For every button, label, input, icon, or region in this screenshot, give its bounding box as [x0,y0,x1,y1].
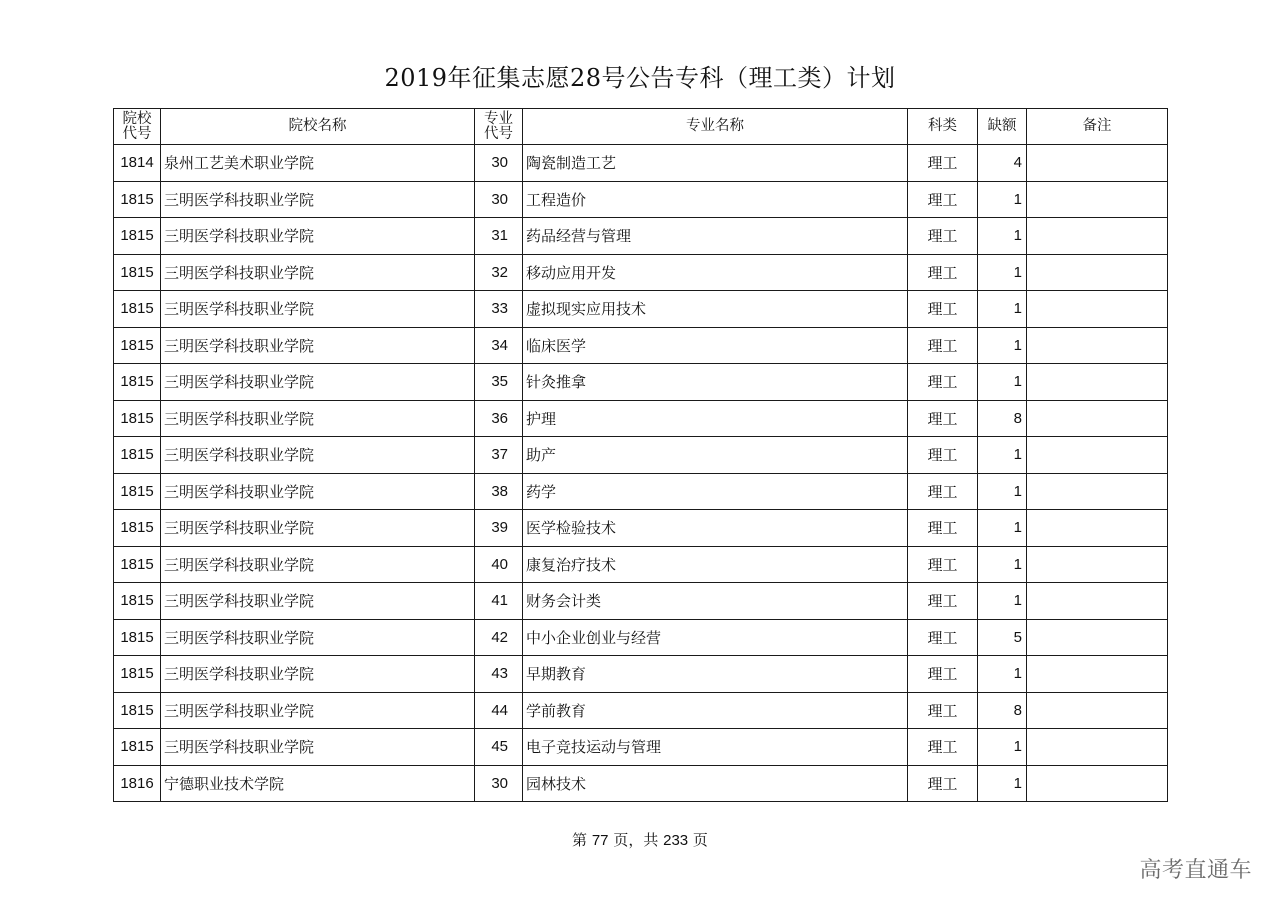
cell-major-name: 工程造价 [523,181,908,218]
cell-school-code: 1815 [114,729,161,766]
cell-major-code: 44 [475,692,523,729]
footer-current-page: 77 [591,832,609,849]
cell-major-name: 助产 [523,437,908,474]
header-row [114,109,1168,145]
cell-vacancy: 1 [978,437,1027,474]
cell-school-name: 三明医学科技职业学院 [161,327,475,364]
cell-vacancy: 1 [978,583,1027,620]
cell-major-code: 37 [475,437,523,474]
header-major-name: 专业名称 [523,109,908,145]
header-category: 科类 [908,109,978,145]
table-row [114,254,1168,291]
cell-school-name: 三明医学科技职业学院 [161,729,475,766]
table-row [114,400,1168,437]
cell-school-code: 1815 [114,291,161,328]
table-row [114,437,1168,474]
cell-remarks [1027,145,1168,182]
header-school-code [114,109,161,145]
cell-school-code: 1815 [114,473,161,510]
cell-category: 理工 [908,656,978,693]
cell-school-code: 1815 [114,254,161,291]
footer-page-middle: 页，共 [613,831,659,849]
header-school-name: 院校名称 [161,109,475,145]
cell-category: 理工 [908,364,978,401]
cell-category: 理工 [908,400,978,437]
cell-remarks [1027,729,1168,766]
cell-vacancy: 4 [978,145,1027,182]
header-remarks: 备注 [1027,109,1168,145]
cell-remarks [1027,583,1168,620]
cell-category: 理工 [908,437,978,474]
cell-major-code: 39 [475,510,523,547]
cell-school-code: 1815 [114,692,161,729]
table-row [114,218,1168,255]
cell-major-name: 早期教育 [523,656,908,693]
cell-major-code: 30 [475,765,523,802]
cell-major-code: 43 [475,656,523,693]
cell-vacancy: 1 [978,656,1027,693]
cell-school-name: 三明医学科技职业学院 [161,364,475,401]
table-row [114,145,1168,182]
cell-remarks [1027,181,1168,218]
cell-school-code: 1815 [114,218,161,255]
cell-category: 理工 [908,218,978,255]
cell-vacancy: 1 [978,327,1027,364]
table-row [114,692,1168,729]
cell-category: 理工 [908,473,978,510]
cell-major-code: 41 [475,583,523,620]
cell-school-code: 1815 [114,181,161,218]
cell-school-code: 1815 [114,364,161,401]
cell-school-name: 泉州工艺美术职业学院 [161,145,475,182]
cell-school-name: 三明医学科技职业学院 [161,181,475,218]
cell-vacancy: 1 [978,729,1027,766]
table-row [114,546,1168,583]
cell-major-code: 40 [475,546,523,583]
cell-major-name: 陶瓷制造工艺 [523,145,908,182]
cell-major-code: 42 [475,619,523,656]
cell-vacancy: 1 [978,254,1027,291]
cell-remarks [1027,364,1168,401]
header-major-code [475,109,523,145]
footer-page-prefix: 第 [572,831,588,849]
cell-remarks [1027,546,1168,583]
cell-school-name: 三明医学科技职业学院 [161,218,475,255]
cell-major-code: 45 [475,729,523,766]
cell-major-name: 护理 [523,400,908,437]
cell-category: 理工 [908,291,978,328]
cell-vacancy: 1 [978,765,1027,802]
cell-major-name: 药学 [523,473,908,510]
cell-school-name: 三明医学科技职业学院 [161,692,475,729]
cell-vacancy: 1 [978,218,1027,255]
cell-school-name: 三明医学科技职业学院 [161,546,475,583]
cell-vacancy: 1 [978,291,1027,328]
page-title: 2019年征集志愿28号公告专科（理工类）计划 [384,64,896,92]
cell-remarks [1027,254,1168,291]
cell-remarks [1027,619,1168,656]
cell-vacancy: 1 [978,181,1027,218]
cell-major-name: 园林技术 [523,765,908,802]
cell-remarks [1027,291,1168,328]
cell-major-code: 38 [475,473,523,510]
cell-major-code: 31 [475,218,523,255]
cell-school-code: 1816 [114,765,161,802]
footer-page-suffix: 页 [692,831,708,849]
cell-major-code: 36 [475,400,523,437]
cell-major-name: 虚拟现实应用技术 [523,291,908,328]
cell-remarks [1027,437,1168,474]
cell-category: 理工 [908,729,978,766]
table-row [114,729,1168,766]
cell-remarks [1027,656,1168,693]
table-row [114,327,1168,364]
cell-vacancy: 1 [978,473,1027,510]
cell-major-name: 移动应用开发 [523,254,908,291]
cell-remarks [1027,510,1168,547]
cell-category: 理工 [908,765,978,802]
cell-remarks [1027,765,1168,802]
cell-major-name: 中小企业创业与经营 [523,619,908,656]
cell-remarks [1027,327,1168,364]
header-label: 专业代号 [484,110,513,142]
cell-school-name: 三明医学科技职业学院 [161,254,475,291]
page-footer [0,829,1280,850]
cell-school-name: 三明医学科技职业学院 [161,437,475,474]
cell-vacancy: 1 [978,546,1027,583]
watermark-text: 高考直通车 [1139,858,1252,883]
cell-major-name: 医学检验技术 [523,510,908,547]
table-header [114,109,1168,145]
header-label: 院校代号 [122,110,152,142]
table-row [114,291,1168,328]
cell-major-code: 35 [475,364,523,401]
table-row [114,619,1168,656]
cell-major-code: 34 [475,327,523,364]
table-row [114,364,1168,401]
cell-major-name: 电子竞技运动与管理 [523,729,908,766]
cell-vacancy: 8 [978,400,1027,437]
cell-major-name: 药品经营与管理 [523,218,908,255]
cell-category: 理工 [908,546,978,583]
cell-school-name: 宁德职业技术学院 [161,765,475,802]
cell-major-name: 财务会计类 [523,583,908,620]
cell-school-code: 1815 [114,327,161,364]
cell-category: 理工 [908,583,978,620]
cell-vacancy: 5 [978,619,1027,656]
cell-school-code: 1815 [114,546,161,583]
footer-total-pages: 233 [663,832,689,849]
cell-school-code: 1814 [114,145,161,182]
table-row [114,473,1168,510]
cell-major-name: 学前教育 [523,692,908,729]
cell-major-name: 康复治疗技术 [523,546,908,583]
cell-school-name: 三明医学科技职业学院 [161,619,475,656]
table-body [114,145,1168,802]
cell-vacancy: 8 [978,692,1027,729]
cell-school-name: 三明医学科技职业学院 [161,291,475,328]
cell-vacancy: 1 [978,510,1027,547]
cell-category: 理工 [908,327,978,364]
table-row [114,656,1168,693]
cell-category: 理工 [908,510,978,547]
cell-school-name: 三明医学科技职业学院 [161,510,475,547]
cell-category: 理工 [908,145,978,182]
cell-remarks [1027,692,1168,729]
cell-major-code: 32 [475,254,523,291]
cell-school-code: 1815 [114,400,161,437]
cell-remarks [1027,473,1168,510]
table-row [114,765,1168,802]
cell-school-code: 1815 [114,583,161,620]
cell-school-code: 1815 [114,619,161,656]
cell-major-code: 30 [475,181,523,218]
cell-category: 理工 [908,254,978,291]
cell-category: 理工 [908,692,978,729]
cell-school-name: 三明医学科技职业学院 [161,473,475,510]
cell-major-name: 临床医学 [523,327,908,364]
cell-remarks [1027,218,1168,255]
cell-school-name: 三明医学科技职业学院 [161,583,475,620]
table-row [114,583,1168,620]
table-row [114,510,1168,547]
cell-school-code: 1815 [114,656,161,693]
cell-category: 理工 [908,181,978,218]
cell-vacancy: 1 [978,364,1027,401]
enrollment-plan-table [113,108,1168,802]
cell-remarks [1027,400,1168,437]
table-row [114,181,1168,218]
cell-school-code: 1815 [114,437,161,474]
cell-category: 理工 [908,619,978,656]
cell-major-code: 30 [475,145,523,182]
cell-school-name: 三明医学科技职业学院 [161,656,475,693]
cell-major-name: 针灸推拿 [523,364,908,401]
header-vacancy: 缺额 [978,109,1027,145]
cell-major-code: 33 [475,291,523,328]
cell-school-name: 三明医学科技职业学院 [161,400,475,437]
cell-school-code: 1815 [114,510,161,547]
